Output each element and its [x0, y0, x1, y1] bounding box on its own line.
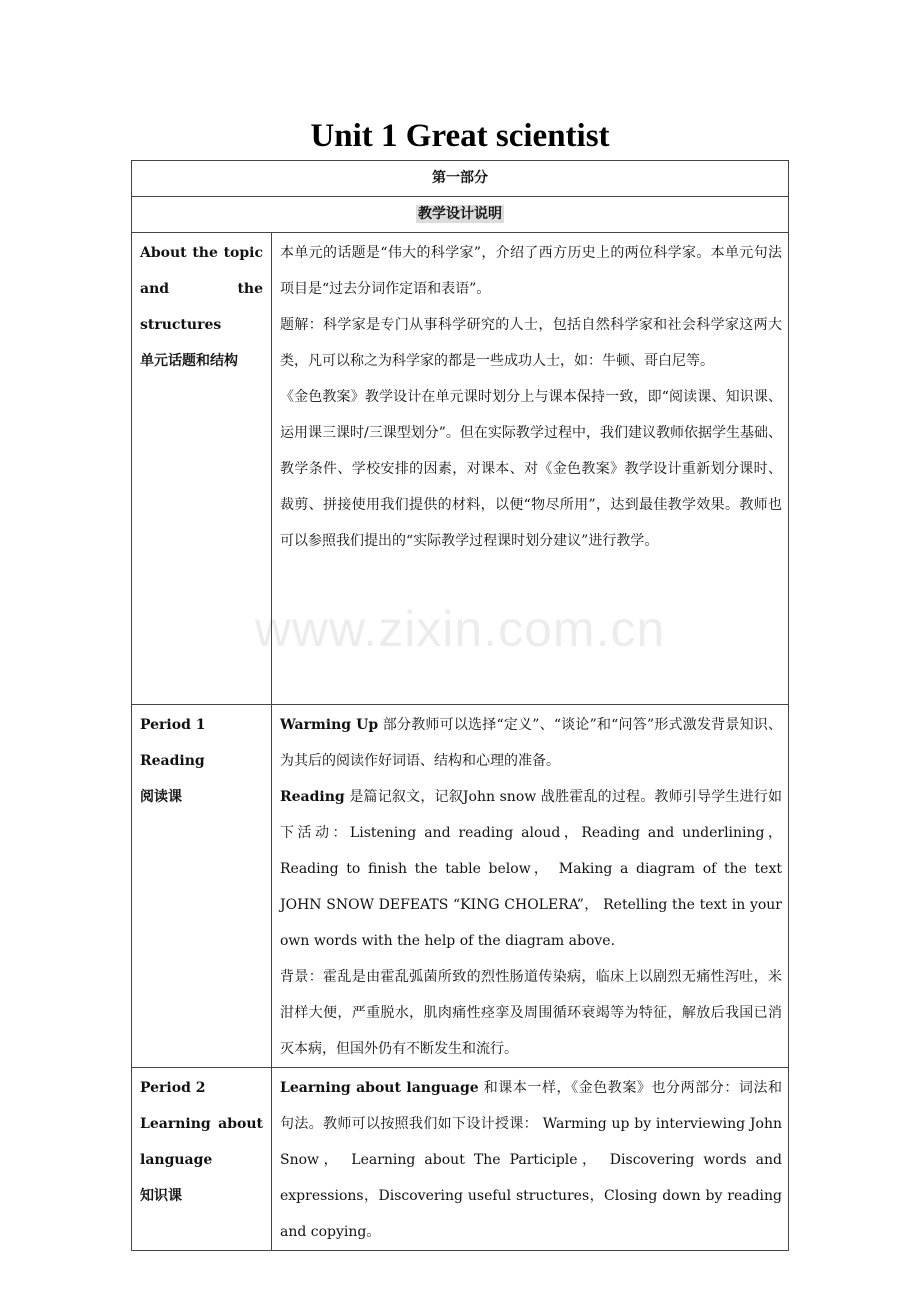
table-row	[132, 1068, 789, 1251]
row-label-line: language	[140, 1152, 213, 1168]
bold-lead: Learning about language	[280, 1080, 479, 1096]
row-label-chinese: 阅读课	[140, 789, 182, 805]
paragraph: 题解：科学家是专门从事科学研究的人士，包括自然科学家和社会科学家这两大类，凡可以称之为科学家的都是一些成功人士，如：牛顿、哥白尼等。	[280, 317, 782, 369]
bold-lead: Warming Up	[280, 717, 379, 733]
row-label-cell	[132, 705, 272, 1068]
row-label-cell	[132, 233, 272, 705]
paragraph: 本单元的话题是“伟大的科学家”，介绍了西方历史上的两位科学家。本单元句法项目是“过去分词作定语和表语”。	[280, 245, 782, 297]
row-label-line: and the	[140, 281, 263, 297]
document-title: Unit 1 Great scientist	[310, 118, 610, 154]
paragraph: Reading 是篇记叙文，记叙John snow 战胜霍乱的过程。教师引导学生进行如下活动：Listening and reading aloud，Reading and underlining，Reading to finish the table below， Making a diagram of the text JOHN SNOW DEFEATS “KING CHOLERA”， Retelling the text in your own words with the help of the diagram above.	[280, 789, 782, 949]
lesson-design-table	[131, 160, 789, 1251]
row-label-cell	[132, 1068, 272, 1251]
row-label-line: Period 2	[140, 1080, 206, 1096]
paragraph: Learning about language 和课本一样，《金色教案》也分两部分：词法和句法。教师可以按照我们如下设计授课： Warming up by interviewing John Snow， Learning about The Participle， Discovering words and expressions，Discovering useful structures，Closing down by reading and copying。	[280, 1080, 783, 1240]
bold-lead: Reading	[280, 789, 345, 805]
part-heading: 第一部分	[132, 161, 789, 197]
watermark: www.zixin.com.cn	[254, 601, 666, 657]
paragraph: 背景：霍乱是由霍乱弧菌所致的烈性肠道传染病，临床上以剧烈无痛性泻吐，米泔样大便，严重脱水，肌肉痛性痉挛及周围循环衰竭等为特征，解放后我国已消灭本病，但国外仍有不断发生和流行。	[280, 969, 782, 1057]
paragraph: 《金色教案》教学设计在单元课时划分上与课本保持一致，即“阅读课、知识课、运用课三课时/三课型划分”。但在实际教学过程中，我们建议教师依据学生基础、教学条件、学校安排的因素，对课本、对《金色教案》教学设计重新划分课时、裁剪、拼接使用我们提供的材料，以便“物尽所用”，达到最佳教学效果。教师也可以参照我们提出的“实际教学过程课时划分建议”进行教学。	[280, 389, 782, 549]
section-heading-row	[132, 197, 789, 233]
table-row	[132, 705, 789, 1068]
paragraph: Warming Up 部分教师可以选择“定义”、“谈论”和“问答”形式激发背景知识、为其后的阅读作好词语、结构和心理的准备。	[280, 717, 782, 769]
row-label-chinese: 知识课	[140, 1188, 182, 1204]
row-label-line: Reading	[140, 753, 205, 769]
row-content-cell	[272, 233, 789, 705]
table-row	[132, 233, 789, 705]
part-heading-row	[132, 161, 789, 197]
row-content-cell	[272, 1068, 789, 1251]
row-label-line: Learning about	[140, 1116, 263, 1132]
row-label-line: structures	[140, 317, 222, 333]
row-content-cell	[272, 705, 789, 1068]
section-heading: 教学设计说明	[418, 206, 502, 222]
row-label-line: About the topic	[140, 245, 264, 261]
row-label-line: Period 1	[140, 717, 206, 733]
row-label-chinese: 单元话题和结构	[140, 353, 238, 369]
section-heading-cell	[132, 197, 789, 233]
